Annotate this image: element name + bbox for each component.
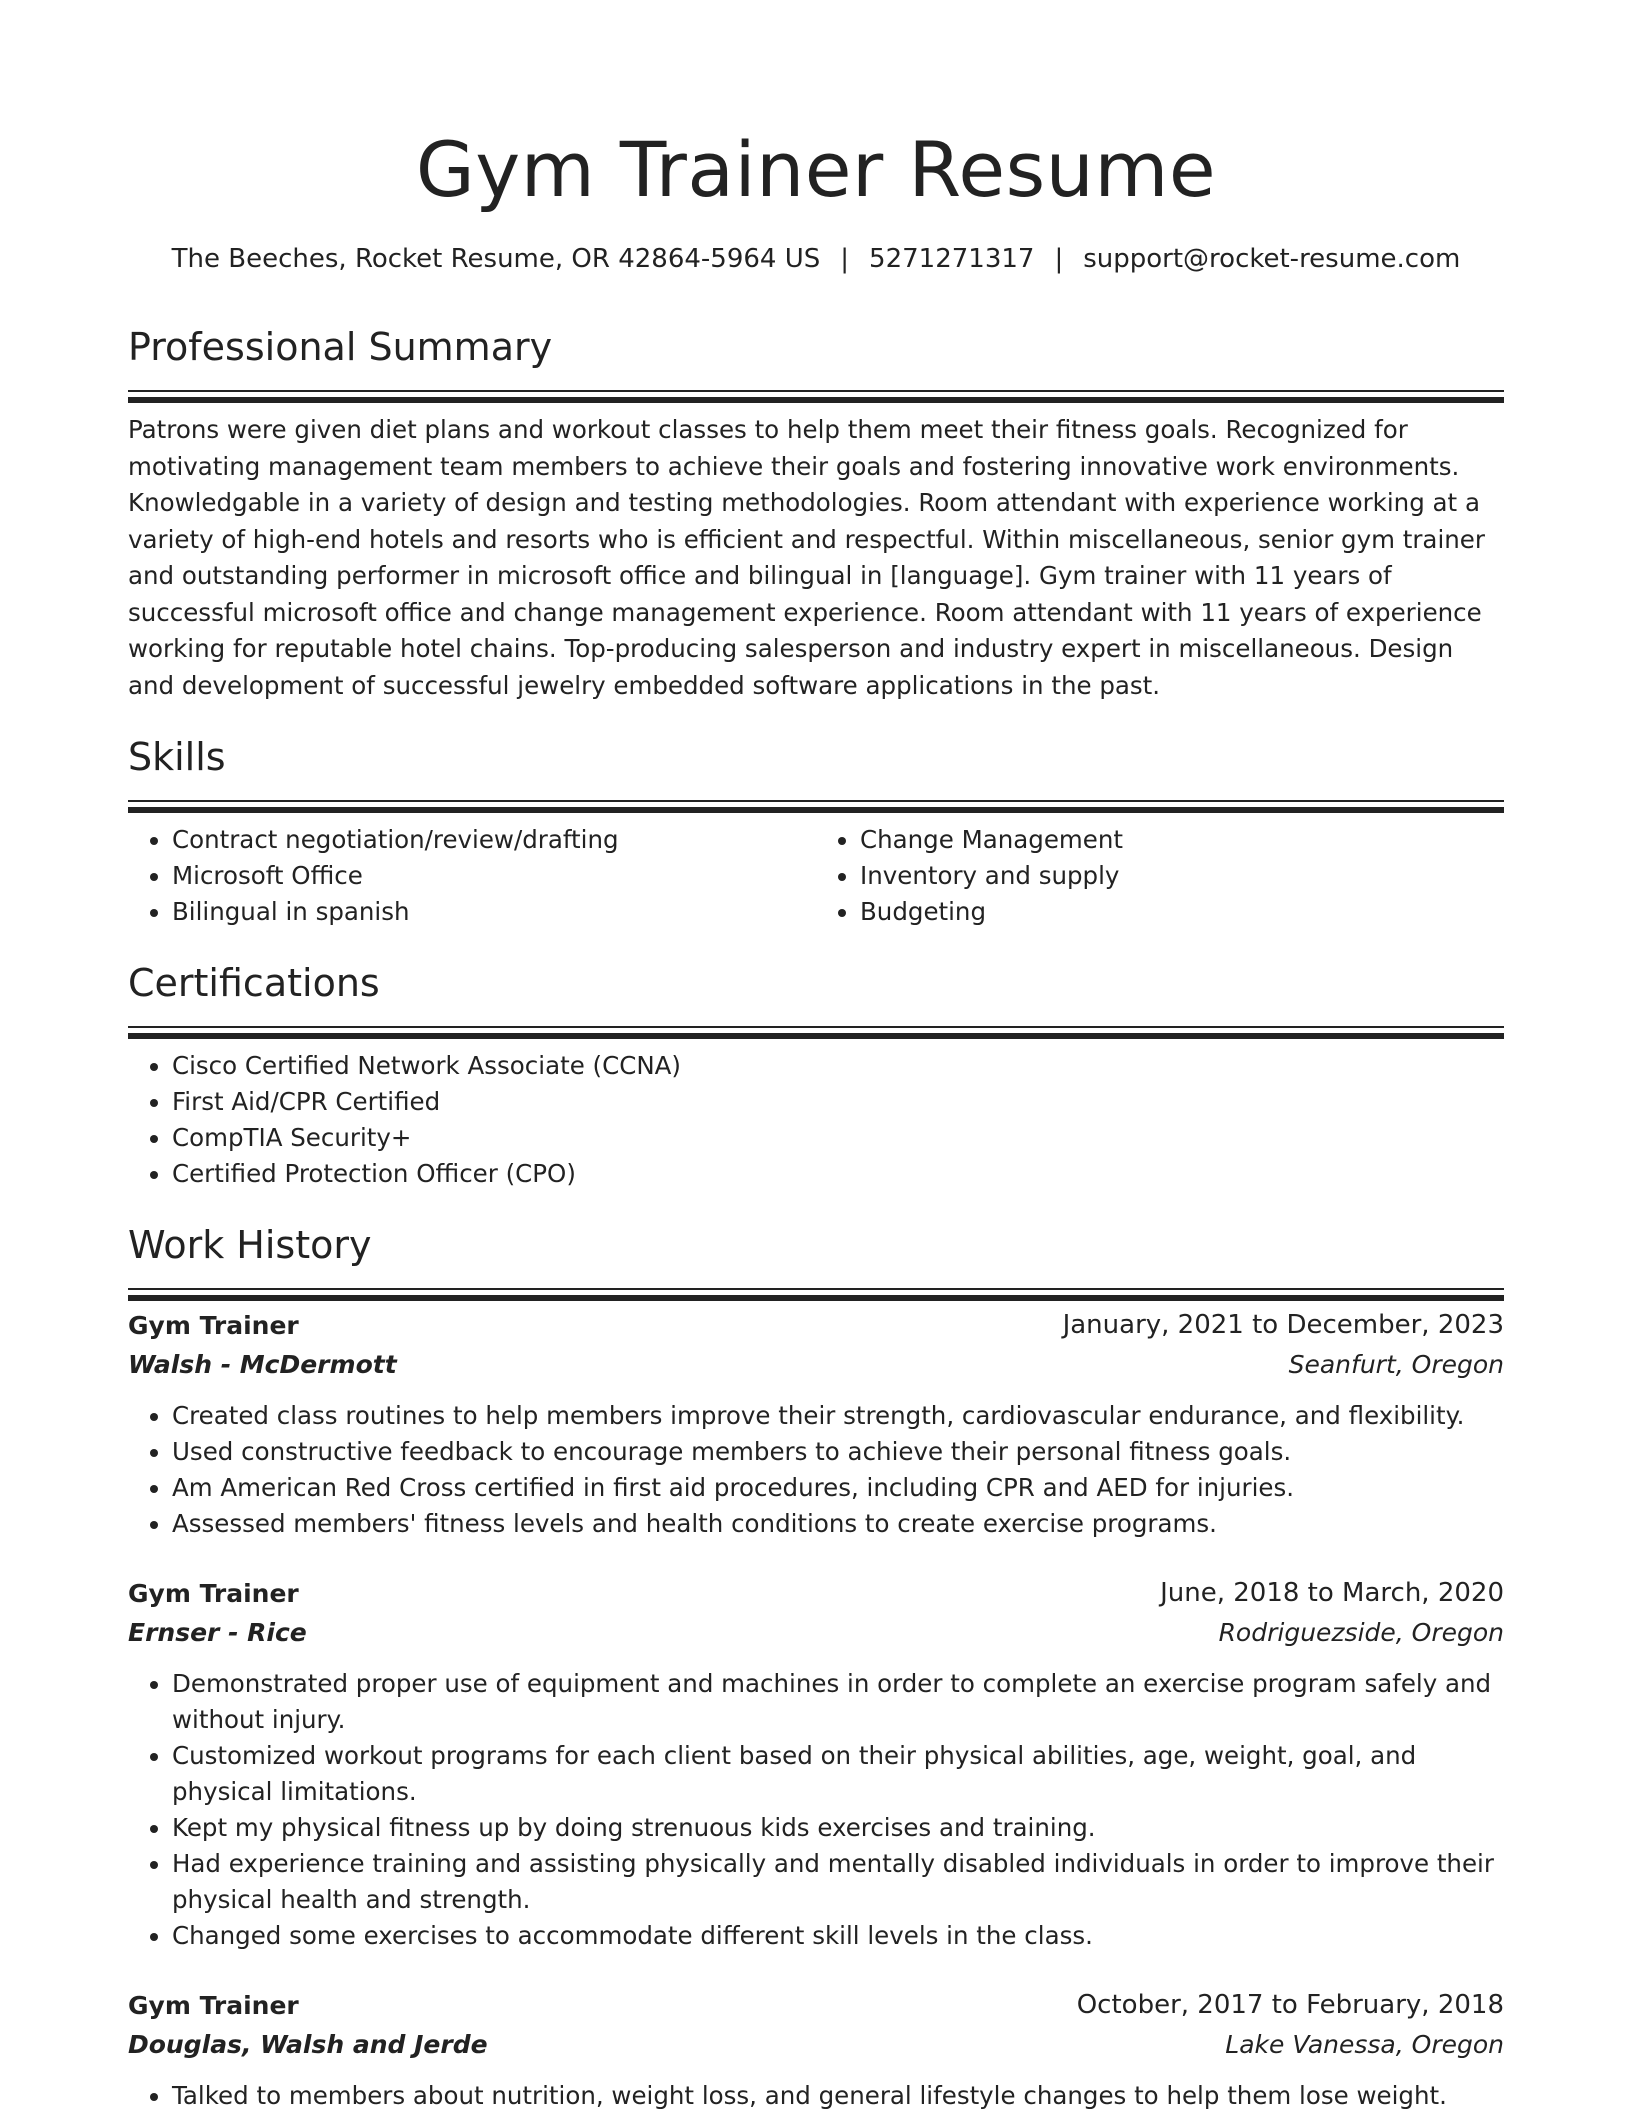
job-bullet: • Used constructive feedback to encourage members to achieve their personal fitness goals. [172, 1434, 1504, 1470]
job-company: Douglas, Walsh and Jerde [128, 2030, 488, 2059]
skills-section [128, 734, 1504, 930]
job-entry [128, 1306, 1504, 1542]
skills-list-right [816, 822, 1504, 930]
section-divider [128, 390, 1504, 392]
section-divider [128, 1026, 1504, 1028]
job-dates: October, 2017 to February, 2018 [1076, 1990, 1504, 2020]
job-bullet: • Created class routines to help members improve their strength, cardiovascular endurance, and flexibility. [172, 1398, 1504, 1434]
resume-title: Gym Trainer Resume [415, 125, 1217, 214]
job-bullet: • Assessed members' fitness levels and health conditions to create exercise programs. [172, 1506, 1504, 1542]
job-bullet: • Customized workout programs for each client based on their physical abilities, age, weight, goal, and physical limitations. [172, 1738, 1504, 1810]
resume-page [128, 0, 1504, 2114]
contact-phone: 5271271317 [869, 244, 1035, 274]
job-bullet: • Am American Red Cross certified in first aid procedures, including CPR and AED for injuries. [172, 1470, 1504, 1506]
job-bullets [128, 1666, 1504, 1954]
summary-text: Patrons were given diet plans and workout classes to help them meet their fitness goals. Recognized for motivating management team members to achieve their goals and fostering innovative work environments. Knowledgable in a variety of design and testing methodologies. Room attendant with experience working at a variety of high-end hotels and resorts who is efficient and respectful. Within miscellaneous, senior gym trainer and outstanding performer in microsoft office and bilingual in [language]. Gym trainer with 11 years of successful microsoft office and change management experience. Room attendant with 11 years of experience working for reputable hotel chains. Top-producing salesperson and industry expert in miscellaneous. Design and development of successful jewelry embedded software applications in the past. [128, 415, 1485, 700]
certification-item: • Certified Protection Officer (CPO) [172, 1156, 1504, 1192]
certifications-heading: Certifications [128, 961, 380, 1005]
job-location: Seanfurt, Oregon [1288, 1350, 1504, 1379]
skill-item: • Bilingual in spanish [172, 894, 816, 930]
skill-item: • Change Management [860, 822, 1504, 858]
skill-item: • Budgeting [860, 894, 1504, 930]
certification-item: • Cisco Certified Network Associate (CCNA) [172, 1048, 1504, 1084]
job-bullet: • Talked to members about nutrition, weight loss, and general lifestyle changes to help them lose weight. [172, 2078, 1504, 2114]
contact-address: The Beeches, Rocket Resume, OR 42864-5964 US [171, 244, 821, 274]
contact-email: support@rocket-resume.com [1083, 244, 1461, 274]
section-divider [128, 800, 1504, 802]
skill-item: • Inventory and supply [860, 858, 1504, 894]
job-company: Walsh - McDermott [128, 1350, 397, 1379]
certification-item: • First Aid/CPR Certified [172, 1084, 1504, 1120]
contact-line [128, 242, 1504, 276]
summary-heading: Professional Summary [128, 325, 553, 369]
job-bullet: • Had experience training and assisting physically and mentally disabled individuals in order to improve their physical health and strength. [172, 1846, 1504, 1918]
certification-item: • CompTIA Security+ [172, 1120, 1504, 1156]
job-title: Gym Trainer [128, 1991, 299, 2020]
contact-separator: | [1054, 244, 1064, 274]
skills-heading: Skills [128, 735, 226, 779]
certifications-list [128, 1048, 1504, 1192]
skills-list-left [128, 822, 816, 930]
skill-item: • Microsoft Office [172, 858, 816, 894]
job-dates: January, 2021 to December, 2023 [1062, 1310, 1504, 1340]
job-entry [128, 1986, 1504, 2114]
work-history-section [128, 1222, 1504, 2114]
summary-section [128, 324, 1504, 704]
certifications-section [128, 960, 1504, 1192]
section-divider [128, 1288, 1504, 1290]
job-bullets [128, 1398, 1504, 1542]
job-location: Rodriguezside, Oregon [1218, 1618, 1504, 1647]
contact-separator: | [840, 244, 850, 274]
job-bullet: • Demonstrated proper use of equipment and machines in order to complete an exercise program safely and without injury. [172, 1666, 1504, 1738]
job-company: Ernser - Rice [128, 1618, 307, 1647]
skills-grid [128, 822, 1504, 930]
work-history-heading: Work History [128, 1223, 372, 1267]
job-dates: June, 2018 to March, 2020 [1160, 1578, 1504, 1608]
skill-item: • Contract negotiation/review/drafting [172, 822, 816, 858]
job-bullet: • Kept my physical fitness up by doing strenuous kids exercises and training. [172, 1810, 1504, 1846]
job-bullet: • Changed some exercises to accommodate different skill levels in the class. [172, 1918, 1504, 1954]
job-location: Lake Vanessa, Oregon [1225, 2030, 1504, 2059]
job-title: Gym Trainer [128, 1311, 299, 1340]
job-title: Gym Trainer [128, 1579, 299, 1608]
job-bullets [128, 2078, 1504, 2114]
job-entry [128, 1574, 1504, 1954]
